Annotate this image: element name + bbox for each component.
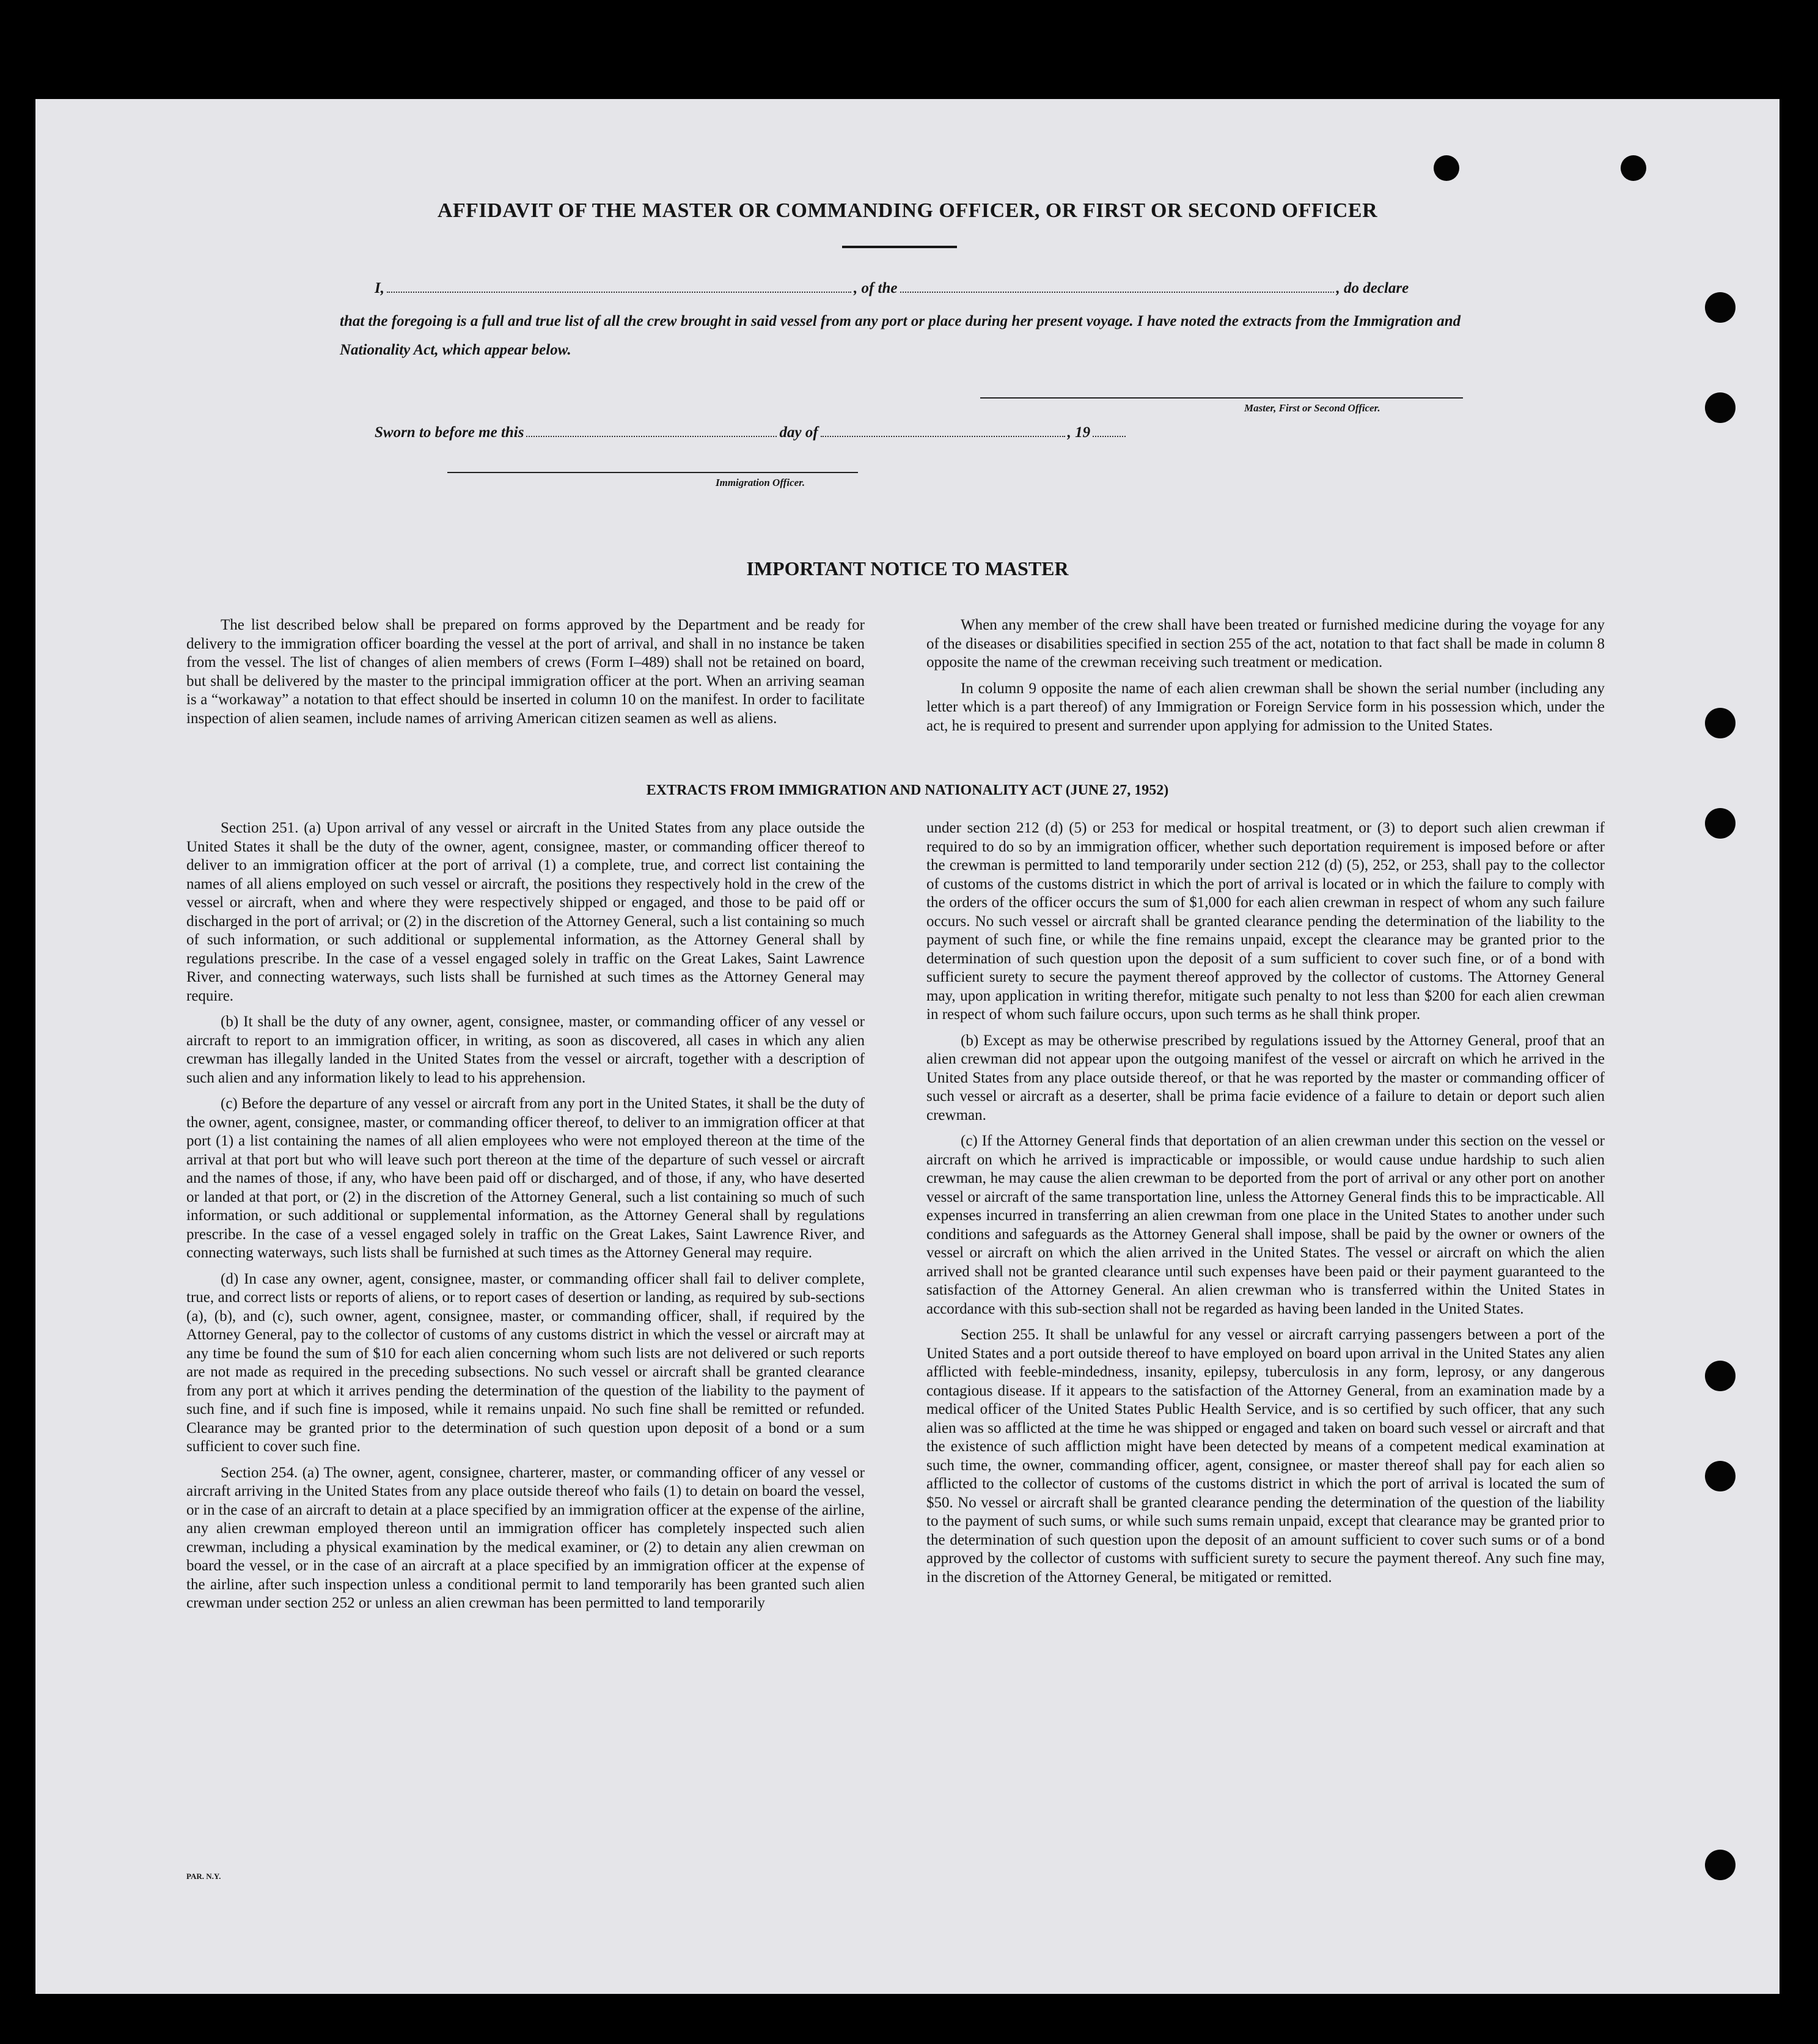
form-page — [35, 99, 1780, 1994]
do-declare-label: , do declare — [1336, 280, 1409, 296]
immigration-officer-caption: Immigration Officer. — [716, 477, 805, 488]
title-underline — [842, 246, 957, 248]
vessel-name-field[interactable] — [900, 291, 1334, 293]
day-of-label: day of — [779, 424, 818, 441]
declaration-line — [375, 280, 1409, 297]
section-251b-paragraph: (b) It shall be the duty of any owner, agent, consignee, master, or commanding officer of any vessel or aircraft to report to an immigration officer, in writing, as soon as discovered, all cases in which any alien crewman has illegally landed in the United States from the vessel or aircraft, together with a description of such alien and any information likely to lead to his apprehension. — [186, 1013, 865, 1086]
printer-mark: PAR. N.Y. — [186, 1872, 221, 1881]
binder-hole-2 — [1705, 392, 1736, 423]
affidavit-title: AFFIDAVIT OF THE MASTER OR COMMANDING OFFICER, OR FIRST OR SECOND OFFICER — [437, 199, 1378, 222]
sworn-line — [375, 424, 1128, 441]
extracts-right-column — [926, 819, 1605, 1594]
sworn-year-field[interactable] — [1093, 435, 1126, 437]
binder-hole-4 — [1705, 808, 1736, 839]
master-signature-line[interactable] — [980, 397, 1463, 399]
extracts-title: EXTRACTS FROM IMMIGRATION AND NATIONALITY ACT (JUNE 27, 1952) — [646, 782, 1169, 798]
section-254a-continued-paragraph: under section 212 (d) (5) or 253 for medical or hospital treatment, or (3) to deport such alien crewman if required to do so by an immigration officer, whether such deportation requirement is imposed before or after the crewman is permitted to land temporarily under section 212 (d) (5), 252, or 253, shall pay to the collector of customs of the customs district in which the port of arrival is located or in which the failure to comply with the orders of the officer occurs the sum of $1,000 for each alien crewman in respect of whom any such failure occurs. No such vessel or aircraft shall be granted clearance pending the determination of the liability to the payment of such fine, or while the fine remains unpaid, except the clearance may be granted prior to the determination of such question upon the deposit of a sum sufficient to cover such fine, or of a bond with sufficient surety to secure the payment thereof approved by the collector of customs. The Attorney General may, upon application in writing therefor, mitigate such penalty to not less than $200 for each alien crewman in respect of whom such failure occurs, upon such terms as he shall think proper. — [926, 820, 1605, 1023]
punch-hole-top-left — [1434, 155, 1459, 181]
section-251d-paragraph: (d) In case any owner, agent, consignee, master, or commanding officer shall fail to deliver complete, true, and correct lists or reports of aliens, or to report cases of desertion or landing, as required by sub-sections (a), (b), and (c), such owner, agent, consignee, master, or commanding officer, shall, if required by the Attorney General, pay to the collector of customs of any customs district in which the vessel or aircraft may at any time be found the sum of $10 for each alien concerning whom such lists are not delivered or such reports are not made as required in the preceding subsections. No such vessel or aircraft shall be granted clearance from any port at which it arrives pending the determination of the question of the liability to the payment of such fine, and if such fine is imposed, while it remains unpaid. No such fine shall be remitted or refunded. Clearance may be granted prior to the determination of such question upon deposit of a bond or a sum sufficient to cover such fine. — [186, 1270, 865, 1455]
of-the-label: , of the — [853, 280, 898, 296]
binder-hole-5 — [1705, 1361, 1736, 1391]
notice-right-paragraph: In column 9 opposite the name of each alien crewman shall be shown the serial number (including any letter which is a part thereof) of any Immigration or Foreign Service form in his possession which, under the act, he is required to present and surrender upon applying for admission to the United States. — [926, 680, 1605, 734]
year-label: , 19 — [1067, 424, 1091, 441]
section-254b-paragraph: (b) Except as may be otherwise prescribed by regulations issued by the Attorney General, proof that an alien crewman did not appear upon the outgoing manifest of the vessel or aircraft on which he arrived in the United States from any place outside thereof, or that he was reported by the master or commanding officer of such vessel or aircraft as a deserter, shall be prima facie evidence of a failure to detain or deport such alien crewman. — [926, 1032, 1605, 1123]
binder-hole-3 — [1705, 708, 1736, 738]
section-254a-paragraph: Section 254. (a) The owner, agent, consignee, charterer, master, or commanding officer of any vessel or aircraft arriving in the United States from any place outside thereof who fails (1) to detain on board the vessel, or in the case of an aircraft to detain at a place specified by an immigration officer at the expense of the airline, any alien crewman employed thereon until an immigration officer has completely inspected such alien crewman, including a physical examination by the medical examiner, or (2) to detain any alien crewman on board the vessel, or in the case of an aircraft at a place specified by an immigration officer at the expense of the airline, after such inspection unless a conditional permit to land temporarily has been granted such alien crewman under section 252 or unless an alien crewman has been permitted to land temporarily — [186, 1464, 865, 1611]
notice-right-paragraph: When any member of the crew shall have been treated or furnished medicine during the voyage for any of the diseases or disabilities specified in section 255 of the act, notation to that fact shall be made in column 8 opposite the name of the crewman receiving such treatment or medication. — [926, 617, 1605, 671]
important-notice-title: IMPORTANT NOTICE TO MASTER — [746, 557, 1069, 579]
i-label: I, — [375, 280, 384, 296]
notice-left-paragraph: The list described below shall be prepared on forms approved by the Department and be ready for delivery to the immigration officer boarding the vessel at the port of arrival, and shall in no instance be taken from the vessel. The list of changes of alien members of crews (Form I–489) shall not be retained on board, but shall be delivered by the master to the principal immigration officer at the port. When an arriving seaman is a “workaway” a notation to that effect should be inserted in column 10 on the manifest. In order to facilitate inspection of alien seamen, include names of arriving American citizen seamen as well as aliens. — [186, 617, 865, 727]
binder-hole-7 — [1705, 1850, 1736, 1880]
extracts-left-column — [186, 819, 865, 1620]
master-signature-caption: Master, First or Second Officer. — [1244, 402, 1380, 414]
officer-name-field[interactable] — [387, 291, 851, 293]
notice-right-column — [926, 616, 1605, 743]
sworn-label: Sworn to before me this — [375, 424, 524, 441]
section-255-paragraph: Section 255. It shall be unlawful for any vessel or aircraft carrying passengers between a port of the United States and a port outside thereof to have employed on board upon arrival in the United States any alien afflicted with feeble-mindedness, insanity, epilepsy, tuberculosis in any form, leprosy, or any dangerous contagious disease. If it appears to the satisfaction of the Attorney General, from an examination made by a medical officer of the United States Public Health Service, and is so certified by such officer, that any such alien was so afflicted at the time he was shipped or engaged and taken on board such vessel or aircraft and that the existence of such affliction might have been detected by means of a competent medical examination at such time, the owner, commanding officer, agent, consignee, or master thereof shall pay for each alien so afflicted to the collector of customs of the customs district in which the port of arrival is located the sum of $50. No vessel or aircraft shall be granted clearance pending the determination of the question of the liability to the payment of such sums, or while such sums remain unpaid, except that clearance may be granted prior to the determination of such question upon the deposit of an amount sufficient to cover such sums or of a bond approved by the collector of customs with sufficient surety to secure the payment thereof. Any such fine may, in the discretion of the Attorney General, be mitigated or remitted. — [926, 1326, 1605, 1586]
punch-hole-top-right — [1621, 155, 1646, 181]
binder-hole-1 — [1705, 292, 1736, 323]
notice-left-column — [186, 616, 865, 735]
immigration-officer-signature-line[interactable] — [447, 472, 858, 473]
declaration-text: that the foregoing is a full and true list of all the crew brought in said vessel from any port or place during her present voyage. I have noted the extracts from the Immigration and Nationality Act, which appear below. — [340, 313, 1461, 358]
section-251a-paragraph: Section 251. (a) Upon arrival of any vessel or aircraft in the United States from any place outside the United States it shall be the duty of the owner, agent, consignee, master, or commanding officer thereof to deliver to an immigration officer at the port of arrival (1) a complete, true, and correct list containing the names of all aliens employed on such vessel or aircraft, the positions they respectively hold in the crew of the vessel or aircraft, when and where they were respectively shipped or engaged, and those to be paid off or discharged in the port of arrival; or (2) in the discretion of the Attorney General, such a list containing so much of such information, or such additional or supplemental information, as the Attorney General shall by regulations prescribe. In the case of a vessel engaged solely in traffic on the Great Lakes, Saint Lawrence River, and connecting waterways, such lists shall be furnished at such times as the Attorney General may require. — [186, 820, 865, 1004]
binder-hole-6 — [1705, 1461, 1736, 1491]
sworn-day-field[interactable] — [526, 435, 777, 437]
section-254c-paragraph: (c) If the Attorney General finds that deportation of an alien crewman under this section on the vessel or aircraft on which he arrived is impracticable or impossible, or would cause undue hardship to such alien crewman, he may cause the alien crewman to be deported from the port of arrival or any other port on another vessel or aircraft of the same transportation line, unless the Attorney General finds this to be impracticable. All expenses incurred in transferring an alien crewman from one place in the United States to another under such conditions and safeguards as the Attorney General shall impose, shall be paid by the owner or owners of the vessel or aircraft on which the alien arrived in the United States. The vessel or aircraft on which the alien arrived shall not be granted clearance until such expenses have been paid or their payment guaranteed to the satisfaction of the Attorney General. An alien crewman who is transferred within the United States in accordance with this sub-section shall not be regarded as having been landed in the United States. — [926, 1133, 1605, 1317]
sworn-month-field[interactable] — [821, 435, 1065, 437]
section-251c-paragraph: (c) Before the departure of any vessel or aircraft from any port in the United States, it shall be the duty of the owner, agent, consignee, master, or commanding officer thereof, to deliver to an immigration officer at that port (1) a list containing the names of all alien employees who were not employed thereon at the time of the arrival at that port but who will leave such port thereon at the time of the departure of such vessel or aircraft and the names of those, if any, who have been paid off or discharged, and of those, if any, who have deserted or landed at that port, or (2) in the discretion of the Attorney General, such a list containing so much of such information, or such additional or supplemental information, as the Attorney General shall by regulations prescribe. In the case of a vessel engaged solely in traffic on the Great Lakes, Saint Lawrence River, and connecting waterways, such lists shall be furnished at such times as the Attorney General may require. — [186, 1095, 865, 1261]
